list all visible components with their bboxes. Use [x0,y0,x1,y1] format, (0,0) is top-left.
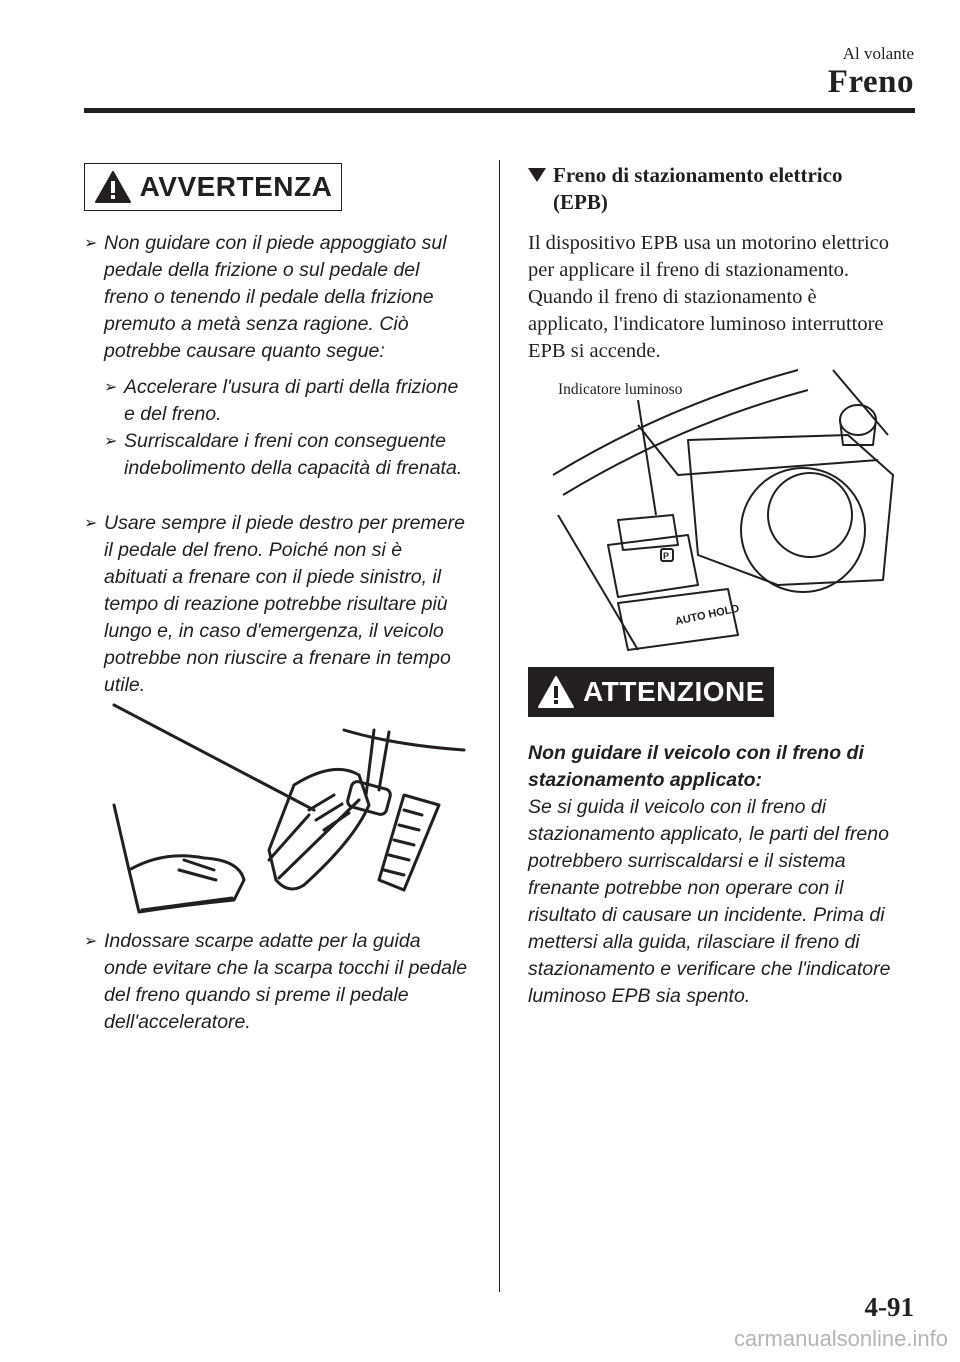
arrow-bullet-icon: ➢ [84,235,98,252]
header-title: Freno [827,64,914,100]
arrow-bullet-icon: ➢ [104,379,118,396]
epb-body: Il dispositivo EPB usa un motorino elettrico per applicare il freno di stazionamento. Quando il freno di stazionamento è applicato, l'indicatore luminoso interruttore EPB si accende. [528,232,890,362]
warning-triangle-icon [94,170,132,204]
caution-box [528,667,774,717]
warning-item-2: ➢ Usare sempre il piede destro per premere il pedale del freno. Poiché non si è abituati a frenare con il piede sinistro, il tempo di reazione potrebbe risultare più lungo e, in caso d'emergenza, il veicolo potrebbe non riuscire a frenare in tempo utile. [84,512,465,696]
arrow-bullet-icon: ➢ [84,933,98,950]
watermark: carmanualsonline.info [733,1326,948,1351]
warning-label: AVVERTENZA [139,171,333,202]
page-number: 4-91 [864,1292,914,1322]
arrow-bullet-icon: ➢ [104,433,118,450]
header-rule [84,108,915,113]
warning-subitem-1: ➢ Accelerare l'usura di parti della frizione e del freno. [104,376,459,425]
warning-box [84,163,342,211]
caution-heading: Non guidare il veicolo con il freno di stazionamento applicato: [528,742,864,791]
section-triangle-icon [528,168,546,182]
arrow-bullet-icon: ➢ [84,515,98,532]
warning-subitem-2: ➢ Surriscaldare i freni con conseguente indebolimento della capacità di frenata. [104,430,463,479]
auto-hold-switch-label: AUTO HOLD [674,602,741,628]
caution-label: ATTENZIONE [583,676,765,707]
figure-label-indicator: Indicatore luminoso [558,381,683,398]
caution-triangle-icon [537,675,575,709]
p-switch-label: P [663,551,670,561]
caution-body: Se si guida il veicolo con il freno di stazionamento applicato, le parti del freno potrebbero surriscaldarsi e il sistema frenante potrebbe non operare con il risultato di causare un incidente. Prima di mettersi alla guida, rilasciare il freno di stazionamento e verificare che l'indicatore luminoso EPB sia spento. [528,796,891,1007]
warning-item-3: ➢ Indossare scarpe adatte per la guida onde evitare che la scarpa tocchi il pedale del freno quando si preme il pedale dell'acceleratore. [84,930,468,1033]
header-section: Al volante [842,44,914,63]
warning-item-1: ➢ Non guidare con il piede appoggiato sul pedale della frizione o sul pedale del freno o tenendo il pedale della frizione premuto a metà senza ragione. Ciò potrebbe causare quanto segue: [84,232,447,362]
column-divider [499,160,500,1292]
pedal-illustration [104,700,474,920]
epb-console-illustration [548,365,910,660]
